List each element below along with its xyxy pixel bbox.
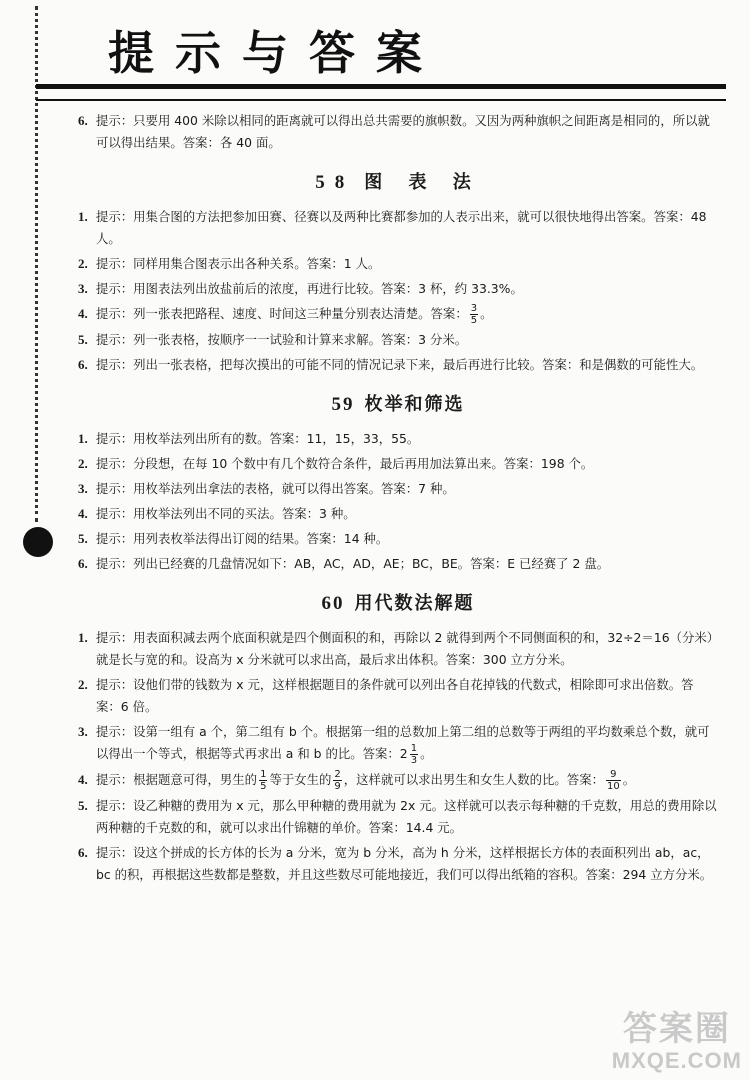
fraction-numerator: 1 [260, 769, 267, 780]
fraction-denominator: 9 [334, 781, 341, 792]
fraction [470, 303, 478, 326]
section-name: 图 表 法 [364, 172, 481, 193]
item-number: 4. [78, 306, 88, 321]
header-rule [36, 84, 726, 101]
answer-item [78, 329, 718, 351]
answer-item [78, 428, 718, 450]
item-text: 提示：列出已经赛的几盘情况如下：AB，AC，AD，AE；BC，BE。答案：E 已经赛了 2 盘。 [96, 556, 610, 571]
item-text: 提示：分段想，在每 10 个数中有几个数符合条件，最后再用加法算出来。答案：198 个。 [96, 456, 594, 471]
item-text-end: 。 [480, 306, 493, 321]
item-number: 2. [78, 677, 88, 692]
item-number: 4. [78, 506, 88, 521]
item-text: 提示：设这个拼成的长方体的长为 a 分米，宽为 b 分米，高为 h 分米，这样根据长方体的表面积列出 ab，ac，bc 的积，再根据这些数都是整数，并且这些数尽可能地接近，我们可以得出纸箱的容积。答案：294 立方分米。 [96, 845, 713, 882]
item-number: 5. [78, 332, 88, 347]
answer-item [78, 303, 718, 326]
fraction-numerator: 9 [606, 769, 621, 781]
answer-item [78, 553, 718, 575]
answer-item [78, 354, 718, 376]
item-text: 提示：列一张表格，按顺序一一试验和计算来求解。答案：3 分米。 [96, 332, 468, 347]
answer-item [78, 453, 718, 475]
item-text: 提示：用集合图的方法把参加田赛、径赛以及两种比赛都参加的人表示出来，就可以很快地得出答案。答案：48 人。 [96, 209, 707, 246]
item-number: 1. [78, 431, 88, 446]
margin-bullet-dot [23, 527, 53, 557]
item-text: 提示：设乙种糖的费用为 x 元，那么甲种糖的费用就为 2x 元。这样就可以表示每种糖的千克数，用总的费用除以两种糖的千克数的和，就可以求出什锦糖的单价。答案：14.4 元。 [96, 798, 717, 835]
item-number: 3. [78, 481, 88, 496]
answer-item [78, 674, 718, 718]
item-text-end: 。 [622, 772, 636, 787]
item-text: 提示：根据题意可得，男生的 [96, 772, 258, 787]
answer-item [78, 110, 718, 154]
item-text: 提示：用枚举法列出所有的数。答案：11，15，33，55。 [96, 431, 420, 446]
item-text: 提示：列出一张表格，把每次摸出的可能不同的情况记录下来，最后再进行比较。答案：和是偶数的可能性大。 [96, 357, 704, 372]
content-area [78, 110, 718, 889]
item-number: 6. [78, 113, 88, 128]
item-text: 提示：用枚举法列出拿法的表格，就可以得出答案。答案：7 种。 [96, 481, 455, 496]
fraction-denominator: 5 [260, 781, 267, 792]
fraction-numerator: 2 [334, 769, 341, 780]
item-number: 2. [78, 456, 88, 471]
answer-item [78, 842, 718, 886]
answer-item [78, 795, 718, 839]
item-number: 3. [78, 281, 88, 296]
item-text: 提示：用表面积减去两个底面积就是四个侧面积的和，再除以 2 就得到两个不同侧面积的和，32÷2＝16（分米）就是长与宽的和。设高为 x 分米就可以求出高，最后求出体积。答案：300 立方分米。 [96, 630, 713, 667]
answer-item [78, 503, 718, 525]
answer-item [78, 769, 718, 792]
item-text-end: 。 [420, 746, 433, 761]
item-number: 6. [78, 357, 88, 372]
watermark-url: MXQE.COM [611, 1048, 742, 1073]
item-number: 1. [78, 209, 88, 224]
item-text: 提示：设他们带的钱数为 x 元，这样根据题目的条件就可以列出各自花掉钱的代数式，相除即可求出倍数。答案：6 倍。 [96, 677, 694, 714]
fraction-denominator: 5 [470, 315, 478, 326]
section-name: 用代数法解题 [354, 593, 475, 614]
section-title-58 [78, 168, 718, 194]
answer-item [78, 721, 718, 766]
section-title-60 [78, 589, 718, 615]
watermark [612, 1010, 742, 1074]
fraction-denominator: 3 [410, 755, 418, 766]
item-text: 提示：用图表法列出放盐前后的浓度，再进行比较。答案：3 杯，约 33.3%。 [96, 281, 523, 296]
fraction [259, 769, 267, 792]
section-name: 枚举和筛选 [364, 394, 465, 415]
item-number: 6. [78, 556, 88, 571]
answer-item [78, 528, 718, 550]
answer-item [78, 206, 718, 250]
answer-item [78, 278, 718, 300]
section-number: 60 [321, 593, 345, 614]
item-text: 提示：同样用集合图表示出各种关系。答案：1 人。 [96, 256, 381, 271]
item-number: 1. [78, 630, 88, 645]
item-number: 6. [78, 845, 88, 860]
item-text: 提示：列一张表把路程、速度、时间这三种量分别表达清楚。答案： [96, 306, 468, 321]
item-number: 3. [78, 724, 88, 739]
answer-item [78, 253, 718, 275]
page-header-title: 提示与答案 [108, 26, 443, 80]
answer-item [78, 478, 718, 500]
item-text-mid: 等于女生的 [269, 772, 332, 787]
fraction [333, 769, 341, 792]
section-number: 58 [315, 172, 355, 193]
answer-item [78, 627, 718, 671]
section-title-59 [78, 390, 718, 416]
fraction-numerator: 1 [410, 743, 418, 754]
fraction [410, 743, 418, 766]
item-number: 5. [78, 798, 88, 813]
item-text: 提示：用枚举法列出不同的买法。答案：3 种。 [96, 506, 356, 521]
fraction-numerator: 3 [470, 303, 478, 314]
section-number: 59 [331, 394, 355, 415]
watermark-logo: 答案圈 [622, 1009, 731, 1049]
item-number: 4. [78, 772, 88, 787]
item-number: 5. [78, 531, 88, 546]
fraction [606, 769, 621, 792]
fraction-denominator: 10 [606, 781, 620, 792]
item-text: 提示：只要用 400 米除以相同的距离就可以得出总共需要的旗帜数。又因为两种旗帜之间距离是相同的，所以就可以得出结果。答案：各 40 面。 [96, 113, 710, 150]
item-text: 提示：用列表枚举法得出订阅的结果。答案：14 种。 [96, 531, 389, 546]
item-number: 2. [78, 256, 88, 271]
item-text: 提示：设第一组有 a 个，第二组有 b 个。根据第一组的总数加上第二组的总数等于两组的平均数乘总个数，就可以得出一个等式，根据等式再求出 a 和 b 的比。答案：2 [96, 724, 710, 761]
item-text-mid: ，这样就可以求出男生和女生人数的比。答案： [343, 772, 604, 787]
